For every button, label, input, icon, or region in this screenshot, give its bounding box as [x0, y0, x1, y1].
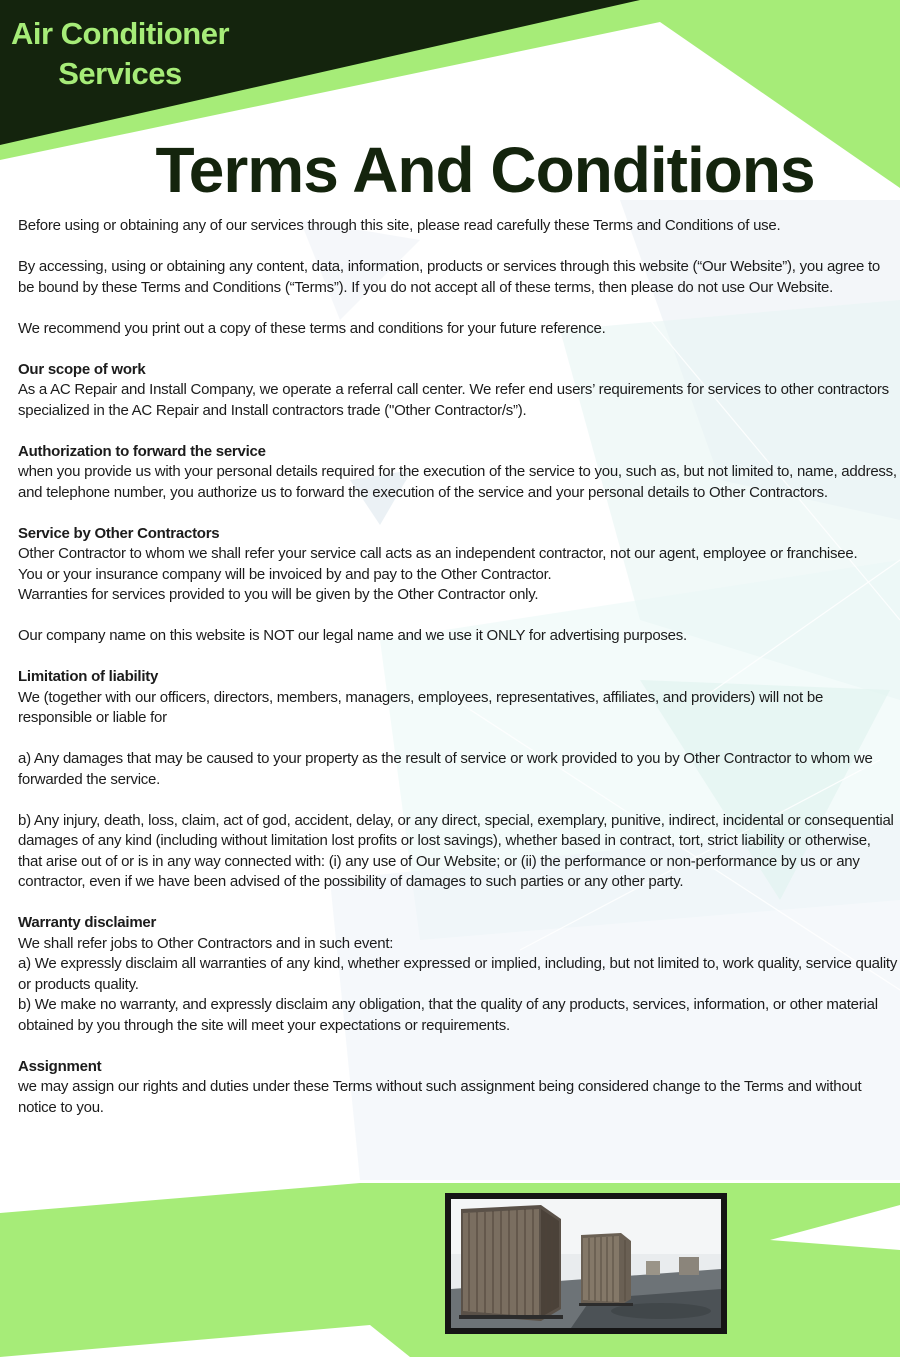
other-contractors-heading: Service by Other Contractors	[18, 524, 220, 542]
intro-paragraph-3: We recommend you print out a copy of these terms and conditions for your future reference.	[18, 319, 606, 337]
assignment-text: we may assign our rights and duties under these Terms without such assignment being considered change to the Terms and without notice to you.	[18, 1078, 862, 1116]
brand-line-2: Services	[58, 56, 182, 91]
other-contractors-line-3: Warranties for services provided to you will be given by the Other Contractor only.	[18, 586, 539, 603]
intro-paragraph-1: Before using or obtaining any of our services through this site, please read carefully these Terms and Conditions of use.	[18, 217, 781, 234]
warranty-heading: Warranty disclaimer	[18, 914, 157, 931]
warranty-line-2: a) We expressly disclaim all warranties of any kind, whether expressed or implied, including, but not limited to, work quality, service quality or products quality.	[18, 955, 898, 993]
scope-text: As a AC Repair and Install Company, we operate a referral call center. We refer end users’ requirements for services to other contractors specialized in the AC Repair and Install contractors trade ("Other Contractor/s”).	[18, 381, 889, 419]
rooftop-ac-units-photo-icon	[445, 1193, 727, 1334]
warranty-line-3: b) We make no warranty, and expressly disclaim any obligation, that the quality of any products, services, information, or other material obtained by you through the site will meet your expectations or requirements.	[18, 996, 878, 1034]
warranty-line-1: We shall refer jobs to Other Contractors and in such event:	[18, 934, 394, 952]
warranty-text	[18, 934, 898, 1037]
other-contractors-line-1: Other Contractor to whom we shall refer your service call acts as an independent contractor, not our agent, employee or franchisee.	[18, 545, 858, 562]
scope-heading: Our scope of work	[18, 360, 146, 378]
brand-logo-text	[0, 14, 240, 94]
liability-item-a: a) Any damages that may be caused to your property as the result of service or work provided to you by Other Contractor to whom we forwarded the service.	[18, 750, 873, 788]
liability-item-b: b) Any injury, death, loss, claim, act of god, accident, delay, or any direct, special, exemplary, punitive, indirect, incidental or consequential damages of any kind (including without limitation lost profits or lost savings), whether based in contract, tort, strict liability or otherwise, that arise out of or is in any way connected with: (i) any use of Our Website; or (ii) the performance or non-performance by us or any contractor, even if we have been advised of the possibility of damages to such parties or any other party.	[18, 811, 894, 890]
intro-paragraph-2: By accessing, using or obtaining any content, data, information, products or services through this website (“Our Website”), you agree to be bound by these Terms and Conditions (“Terms”). If you do not accept all of these terms, then please do not use Our Website.	[18, 258, 881, 296]
company-name-note: Our company name on this website is NOT our legal name and we use it ONLY for advertising purposes.	[18, 627, 687, 644]
liability-text: We (together with our officers, directors, members, managers, employees, representatives, affiliates, and providers) will not be responsible or liable for	[18, 688, 824, 726]
ac-units-illustration	[451, 1199, 721, 1328]
brand-line-1: Air Conditioner	[10, 16, 230, 51]
page-title: Terms And Conditions	[155, 134, 815, 206]
other-contractors-line-2: You or your insurance company will be invoiced by and pay to the Other Contractor.	[18, 565, 552, 583]
other-contractors-text	[18, 544, 898, 606]
liability-heading: Limitation of liability	[18, 668, 159, 685]
authorization-heading: Authorization to forward the service	[18, 442, 266, 460]
authorization-text: when you provide us with your personal details required for the execution of the service to you, such as, but not limited to, name, address, and telephone number, you authorize us to forward the execution of the service and your personal details to Other Contractors.	[18, 463, 897, 501]
assignment-heading: Assignment	[18, 1057, 102, 1075]
terms-content	[18, 216, 898, 1139]
